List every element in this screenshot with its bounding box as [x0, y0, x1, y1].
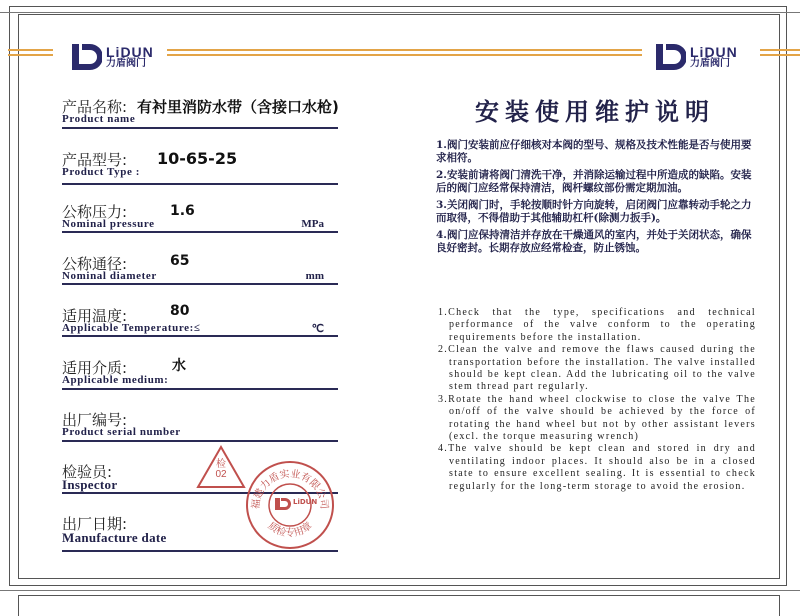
- inspection-mark: [208, 460, 234, 480]
- instructions-en: [438, 307, 756, 493]
- field-underline: [62, 440, 338, 442]
- field-label-en: Applicable medium:: [62, 374, 169, 386]
- field-underline: [62, 388, 338, 390]
- stamp-brand: LiDUN: [293, 498, 318, 506]
- field-underline: [62, 283, 338, 285]
- field-label-cn: 适用温度:: [62, 307, 128, 325]
- field-underline: [62, 127, 338, 129]
- field-unit: MPa: [301, 218, 324, 230]
- header-rule: [167, 49, 642, 56]
- instruction-en-item: 3.Rotate the hand wheel clockwise to close the valve The on/off of the valve should be achieved by the force of rotating the hand wheel but not by other assistant levers (excl. the torque measuring wrench): [438, 393, 756, 443]
- field-unit: ℃: [311, 323, 324, 335]
- field-label-cn: 产品型号:: [62, 151, 128, 169]
- field-label-en: Inspector: [62, 477, 118, 492]
- field-value: 有衬里消防水带（含接口水枪): [137, 98, 339, 116]
- stamp-top-text: 福建力盾实业有限公司: [250, 468, 330, 510]
- stamp-bottom-text: 质检专用章: [265, 520, 315, 540]
- edge-line-top: [0, 12, 800, 13]
- edge-line-bottom: [0, 590, 800, 591]
- field-label-en: Applicable Temperature:≤: [62, 322, 201, 334]
- instruction-en-item: 4.The valve should be kept clean and stored in dry and ventilating indoor places. It should also be in a closed state to ensure excellent sealing. It is essential to check regularly for the long-term storage to avoid the erosion.: [438, 443, 756, 492]
- instruction-cn-item: 4.阀门应保持清洁并存放在干燥通风的室内，并处于关闭状态，确保良好密封。长期存放应经常检查，防止锈蚀。: [436, 229, 752, 254]
- instructions-cn: [436, 139, 756, 259]
- header-rule: [8, 49, 53, 56]
- field-value: 10-65-25: [157, 149, 238, 168]
- instruction-cn-item: 2.安装前请将阀门清洗干净，并消除运输过程中所造成的缺陷。安装后的阀门应经常保持清洁，阀杆螺纹部份需定期加油。: [436, 169, 752, 194]
- header-rule: [760, 49, 800, 56]
- field-label-cn: 检验员:: [62, 463, 113, 481]
- brand-logo: [72, 44, 154, 70]
- field-underline: [62, 335, 338, 337]
- inspection-mark-number: 02: [215, 469, 227, 480]
- field-label-en: Nominal pressure: [62, 218, 155, 230]
- inspection-mark-label: 检: [216, 459, 226, 470]
- brand-name-cn: 力盾阀门: [690, 58, 730, 69]
- field-label-en: Nominal diameter: [62, 270, 157, 282]
- brand-logo: [656, 44, 738, 70]
- field-label-en: Product name: [62, 113, 136, 125]
- next-label-frame: [18, 595, 780, 616]
- instructions-title: 安装使用维护说明: [475, 97, 715, 126]
- brand-logo-icon: [656, 44, 686, 70]
- field-label-en: Product serial number: [62, 426, 181, 438]
- field-unit: mm: [305, 270, 324, 282]
- field-label-cn: 出厂编号:: [62, 411, 128, 429]
- brand-name-en: LiDUN: [106, 44, 154, 60]
- instruction-en-item: 1.Check that the type, specifications and technical performance of the valve conform to the operating requirements before the installation.: [438, 307, 756, 343]
- field-value: 65: [170, 253, 190, 269]
- field-underline: [62, 231, 338, 233]
- brand-logo-icon: [72, 44, 102, 70]
- instruction-en-item: 2.Clean the valve and remove the flaws caused during the transportation before the installation. The valve installed should be kept clean. Add the lubricating oil to the valve stem thread part regularly.: [438, 344, 756, 393]
- brand-name-en: LiDUN: [690, 44, 738, 60]
- field-label-cn: 公称压力:: [62, 203, 128, 221]
- field-value: 水: [172, 358, 186, 374]
- field-label-cn: 产品名称:: [62, 98, 128, 116]
- instruction-cn-item: 3.关闭阀门时，手轮按顺时针方向旋转，启闭阀门应靠转动手轮之力而取得，不得借助于其他辅助杠杆(除测力扳手)。: [436, 199, 752, 224]
- instruction-cn-item: 1.阀门安装前应仔细核对本阀的型号、规格及技术性能是否与使用要求相符。: [436, 139, 752, 164]
- field-label-cn: 适用介质:: [62, 359, 128, 377]
- field-underline: [62, 183, 338, 185]
- field-value: 1.6: [170, 203, 195, 219]
- field-underline: [62, 550, 338, 552]
- field-label-cn: 公称通径:: [62, 255, 128, 273]
- field-value: 80: [170, 303, 190, 319]
- quality-stamp: [245, 460, 335, 550]
- brand-name-cn: 力盾阀门: [106, 58, 146, 69]
- field-label-cn: 出厂日期:: [62, 515, 128, 533]
- field-label-en: Product Type :: [62, 166, 141, 178]
- field-label-en: Manufacture date: [62, 530, 167, 545]
